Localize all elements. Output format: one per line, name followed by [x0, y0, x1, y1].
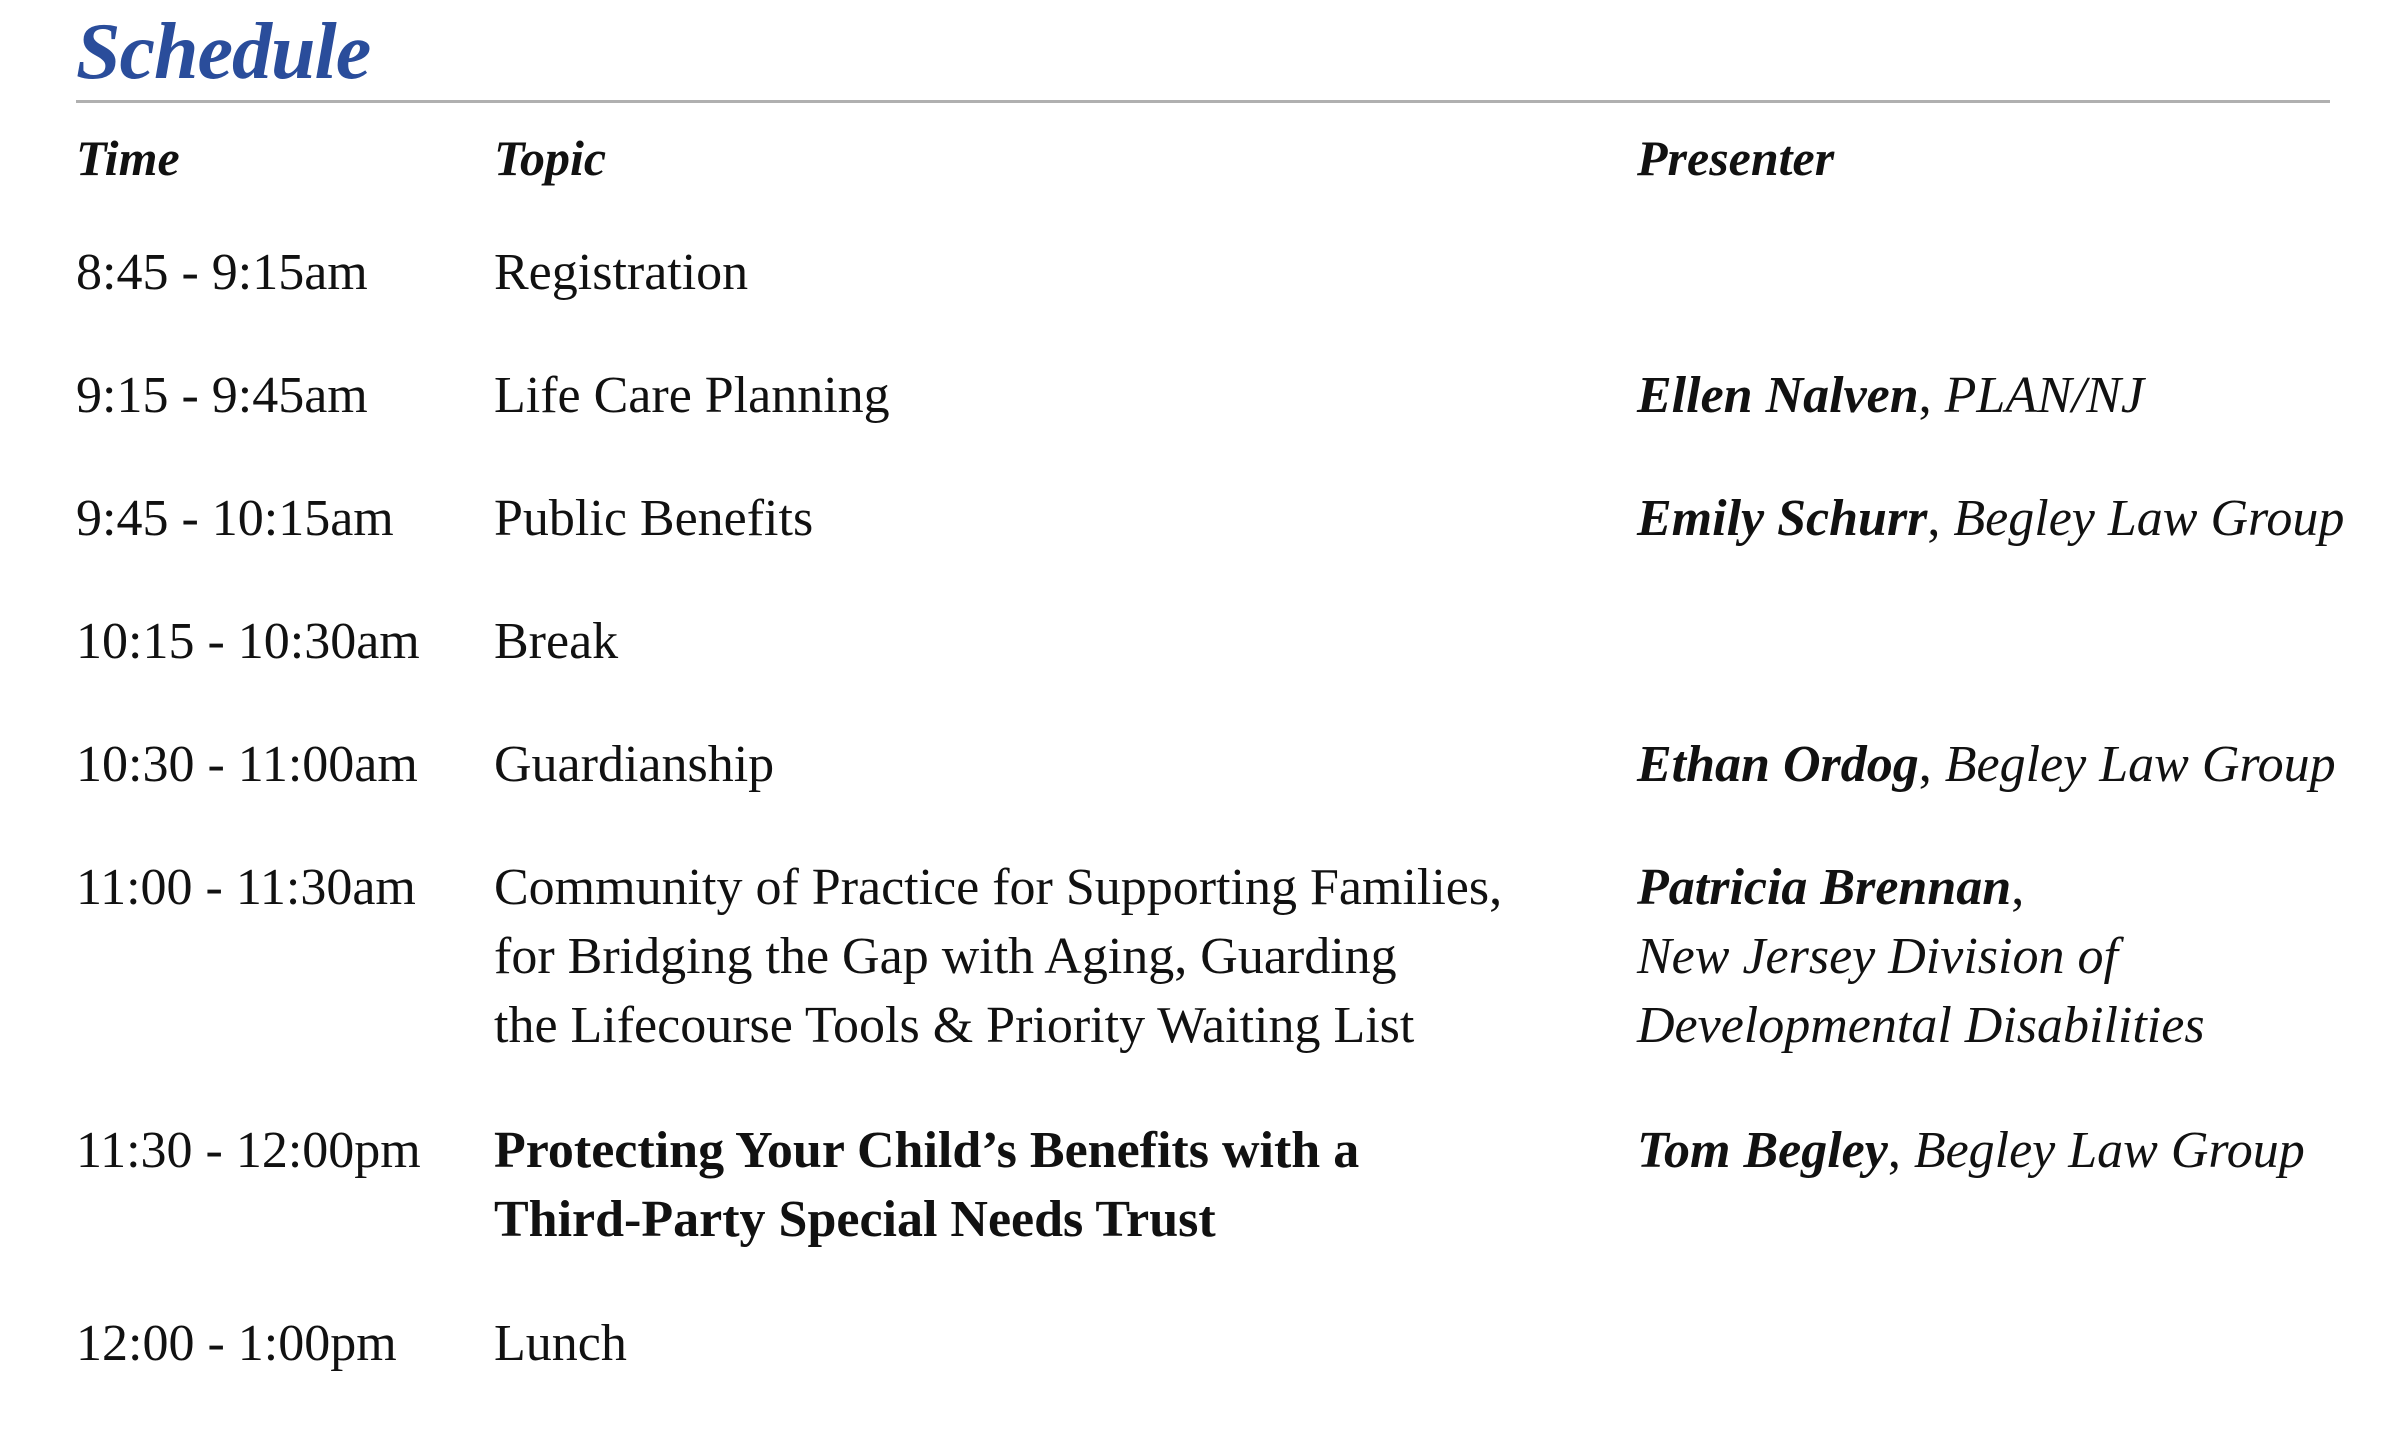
session-presenter — [1637, 1116, 2377, 1185]
presenter-separator: , — [1927, 490, 1954, 547]
presenter-separator: , — [2011, 859, 2025, 916]
topic-line: Break — [494, 613, 619, 670]
session-topic — [494, 1309, 1574, 1378]
session-time: 10:15 - 10:30am — [76, 613, 420, 670]
presenter-organization: New Jersey Division of — [1637, 928, 2118, 985]
topic-line: Protecting Your Child’s Benefits with a — [494, 1122, 1360, 1179]
title-divider — [76, 100, 2330, 103]
column-header-time: Time — [76, 130, 180, 186]
column-header-presenter: Presenter — [1637, 130, 1835, 186]
session-topic — [494, 607, 1574, 676]
presenter-organization: Begley Law Group — [1944, 736, 2336, 793]
session-time: 9:15 - 9:45am — [76, 367, 368, 424]
session-time: 10:30 - 11:00am — [76, 736, 418, 793]
presenter-separator: , — [1887, 1122, 1914, 1179]
session-time: 9:45 - 10:15am — [76, 490, 394, 547]
topic-line: Third-Party Special Needs Trust — [494, 1191, 1216, 1248]
session-topic — [494, 1116, 1574, 1254]
presenter-name: Tom Begley — [1637, 1122, 1888, 1179]
session-time: 12:00 - 1:00pm — [76, 1315, 397, 1372]
topic-line: for Bridging the Gap with Aging, Guarding — [494, 928, 1397, 985]
presenter-name: Ethan Ordog — [1637, 736, 1919, 793]
session-topic — [494, 484, 1574, 553]
presenter-organization: Developmental Disabilities — [1637, 997, 2205, 1054]
presenter-separator: , — [1918, 736, 1945, 793]
session-time: 11:00 - 11:30am — [76, 859, 416, 916]
presenter-separator: , — [1918, 367, 1945, 424]
topic-line: Lunch — [494, 1315, 627, 1372]
session-time: 8:45 - 9:15am — [76, 244, 368, 301]
presenter-organization: Begley Law Group — [1953, 490, 2345, 547]
topic-line: Guardianship — [494, 736, 775, 793]
presenter-organization: Begley Law Group — [1913, 1122, 2305, 1179]
presenter-name: Ellen Nalven — [1637, 367, 1919, 424]
session-presenter — [1637, 853, 2377, 1060]
column-header-topic: Topic — [494, 130, 607, 186]
session-topic — [494, 730, 1574, 799]
page-title: Schedule — [76, 8, 371, 96]
presenter-organization: PLAN/NJ — [1944, 367, 2145, 424]
presenter-name: Emily Schurr — [1637, 490, 1928, 547]
session-topic — [494, 238, 1574, 307]
topic-line: Registration — [494, 244, 749, 301]
session-topic — [494, 853, 1574, 1060]
session-presenter — [1637, 361, 2377, 430]
session-presenter — [1637, 730, 2377, 799]
topic-line: the Lifecourse Tools & Priority Waiting List — [494, 997, 1415, 1054]
topic-line: Public Benefits — [494, 490, 814, 547]
presenter-name: Patricia Brennan — [1637, 859, 2012, 916]
session-time: 11:30 - 12:00pm — [76, 1122, 421, 1179]
topic-line: Community of Practice for Supporting Families, — [494, 859, 1503, 916]
topic-line: Life Care Planning — [494, 367, 890, 424]
session-presenter — [1637, 484, 2377, 553]
session-topic — [494, 361, 1574, 430]
